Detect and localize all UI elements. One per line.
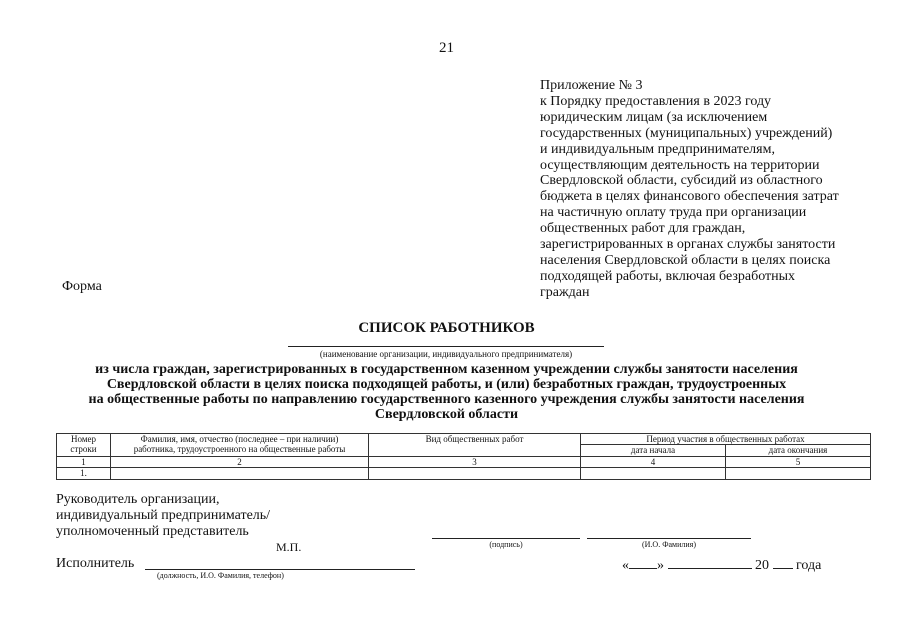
header-end-date: дата окончания [726, 445, 871, 457]
appendix-line: государственных (муниципальных) учреждений) [540, 125, 833, 141]
appendix-line: юридическим лицам (за исключением [540, 109, 768, 125]
appendix-line: граждан [540, 284, 590, 300]
date-close-quote: » [657, 558, 664, 573]
index-cell: 2 [111, 457, 369, 468]
name-line [587, 538, 751, 539]
signature-caption: (подпись) [489, 540, 523, 549]
appendix-line: зарегистрированных в органах службы занятости [540, 237, 836, 253]
document-title: СПИСОК РАБОТНИКОВ [358, 320, 535, 336]
table-cell [111, 468, 369, 480]
signature-line [432, 538, 580, 539]
name-caption: (И.О. Фамилия) [641, 540, 697, 549]
header-period: Период участия в общественных работах [581, 434, 871, 445]
appendix-line: подходящей работы, включая безработных [540, 268, 796, 284]
appendix-line: осуществляющим деятельность на территории [540, 157, 820, 173]
document-subtitle [20, 362, 873, 422]
table-cell [726, 468, 871, 480]
date-year-suffix: года [796, 558, 822, 573]
appendix-line: на частичную оплату труда при организации [540, 205, 807, 221]
appendix-line: и индивидуальным предпринимателям, [540, 141, 775, 157]
appendix-line: Свердловской области, субсидий из областного [540, 173, 823, 189]
date-day-blank [629, 556, 657, 569]
header-name [111, 434, 369, 457]
header-number-line1: Номер [70, 434, 97, 444]
signer-title-line: уполномоченный представитель [56, 524, 249, 539]
table-cell [369, 468, 581, 480]
executor-label: Исполнитель [56, 556, 135, 571]
signer-title-line: Руководитель организации, [56, 492, 220, 507]
subtitle-line: Свердловской области в целях поиска подходящей работы, и (или) безработных граждан, трудоустроенных [106, 377, 787, 392]
table-index-row [57, 457, 871, 468]
appendix-block [540, 78, 880, 301]
appendix-line: к Порядку предоставления в 2023 году [540, 93, 772, 109]
table-header-row [57, 434, 871, 445]
subtitle-line: на общественные работы по направлению государственного казенного учреждения службы занятости населения [88, 392, 805, 407]
date-line [622, 556, 821, 574]
executor-caption [145, 571, 415, 580]
header-name-line2: работника, трудоустроенного на общественные работы [133, 444, 346, 454]
seal-label: М.П. [276, 540, 302, 554]
page-number: 21 [439, 40, 454, 56]
index-cell: 1 [57, 457, 111, 468]
date-open-quote: « [622, 558, 629, 573]
index-cell: 3 [369, 457, 581, 468]
table-cell: 1. [57, 468, 111, 480]
header-name-line1: Фамилия, имя, отчество (последнее – при наличии) [140, 434, 339, 444]
form-label: Форма [62, 279, 102, 294]
subtitle-line: Свердловской области [374, 407, 519, 422]
executor-caption-text: (должность, И.О. Фамилия, телефон) [157, 571, 284, 580]
org-name-caption: (наименование организации, индивидуального предпринимателя) [319, 349, 573, 359]
header-number [57, 434, 111, 457]
date-month-blank [668, 556, 752, 569]
appendix-line: населения Свердловской области в целях поиска [540, 252, 831, 268]
date-year-blank [773, 556, 793, 569]
header-start-date: дата начала [581, 445, 726, 457]
signer-title-line: индивидуальный предприниматель/ [56, 508, 271, 523]
subtitle-line: из числа граждан, зарегистрированных в государственном казенном учреждении службы занятости населения [95, 362, 798, 377]
workers-table [56, 433, 871, 480]
appendix-line: бюджета в целях финансового обеспечения затрат [540, 189, 839, 205]
date-year-prefix: 20 [755, 558, 769, 573]
index-cell: 4 [581, 457, 726, 468]
header-work-type: Вид общественных работ [369, 434, 581, 457]
index-cell: 5 [726, 457, 871, 468]
appendix-line: Приложение № 3 [540, 78, 643, 93]
header-number-line2: строки [70, 444, 97, 454]
org-name-line [288, 346, 604, 347]
executor-line [145, 569, 415, 570]
appendix-line: общественных работ для граждан, [540, 221, 746, 237]
table-cell [581, 468, 726, 480]
table-row [57, 468, 871, 480]
